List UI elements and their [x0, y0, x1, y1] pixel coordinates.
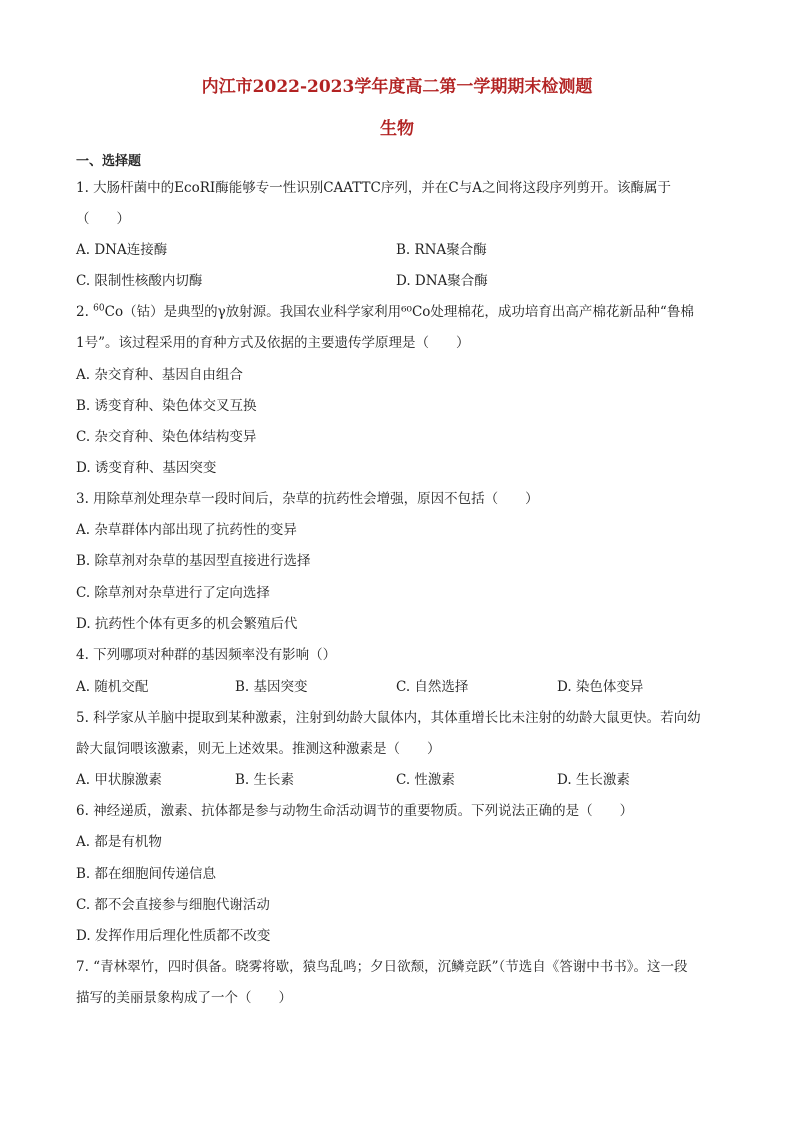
question-5-option-a: A. 甲状腺激素 [76, 772, 162, 788]
question-2-text-cont: 1号”。该过程采用的育种方式及依据的主要遗传学原理是（ ） [76, 335, 470, 351]
question-1-option-b: B. RNA聚合酶 [396, 242, 487, 258]
section-heading: 一、选择题 [76, 154, 142, 169]
question-6-option-a: A. 都是有机物 [76, 834, 162, 850]
subject-title: 生物 [380, 119, 414, 139]
question-5-text-cont: 龄大鼠饲喂该激素，则无上述效果。推测这种激素是（ ） [76, 741, 441, 757]
question-3-option-a: A. 杂草群体内部出现了抗药性的变异 [76, 522, 297, 538]
question-7-text-cont: 描写的美丽景象构成了一个（ ） [76, 990, 292, 1006]
question-4-option-b: B. 基因突变 [235, 679, 308, 695]
question-1-option-a: A. DNA连接酶 [76, 242, 168, 258]
question-1-text: 1. 大肠杆菌中的EcoRⅠ酶能够专一性识别CAATTC序列，并在C与A之间将这段序列剪开。该酶属于 [76, 180, 671, 196]
question-7-text: 7. “青林翠竹，四时俱备。晓雾将歇，猿鸟乱鸣；夕日欲颓，沉鳞竞跃”（节选自《答谢中书书》。这一段 [76, 959, 688, 975]
question-5-option-d: D. 生长激素 [557, 772, 630, 788]
question-2-line1: Co（钴）是典型的γ放射源。我国农业科学家利用⁶⁰Co处理棉花，成功培育出高产棉花新品种“鲁棉 [104, 304, 694, 320]
question-4-option-a: A. 随机交配 [76, 679, 149, 695]
question-1-blank: （ ） [76, 211, 130, 227]
question-3-option-d: D. 抗药性个体有更多的机会繁殖后代 [76, 616, 298, 632]
question-6-option-c: C. 都不会直接参与细胞代谢活动 [76, 897, 270, 913]
question-6-text: 6. 神经递质，激素、抗体都是参与动物生命活动调节的重要物质。下列说法正确的是（ ） [76, 803, 634, 819]
question-5-option-c: C. 性激素 [396, 772, 455, 788]
question-4-text: 4. 下列哪项对种群的基因频率没有影响（） [76, 647, 337, 663]
question-6-option-b: B. 都在细胞间传递信息 [76, 866, 217, 882]
question-5-option-b: B. 生长素 [235, 772, 295, 788]
question-2-option-d: D. 诱变育种、基因突变 [76, 460, 217, 476]
question-3-text: 3. 用除草剂处理杂草一段时间后，杂草的抗药性会增强，原因不包括（ ） [76, 491, 539, 507]
question-2-text [76, 300, 694, 320]
question-4-option-c: C. 自然选择 [396, 679, 469, 695]
question-2-number: 2. [76, 304, 94, 320]
question-3-option-c: C. 除草剂对杂草进行了定向选择 [76, 585, 270, 601]
question-1-option-d: D. DNA聚合酶 [396, 273, 488, 289]
question-3-option-b: B. 除草剂对杂草的基因型直接进行选择 [76, 553, 311, 569]
isotope-superscript: 60 [93, 303, 105, 314]
question-2-option-c: C. 杂交育种、染色体结构变异 [76, 429, 257, 445]
question-4-option-d: D. 染色体变异 [557, 679, 644, 695]
exam-title: 内江市2022-2023学年度高二第一学期期末检测题 [201, 77, 593, 97]
question-5-text: 5. 科学家从羊脑中提取到某种激素，注射到幼龄大鼠体内，其体重增长比未注射的幼龄大鼠更快。若向幼 [76, 710, 701, 726]
question-1-option-c: C. 限制性核酸内切酶 [76, 273, 203, 289]
question-2-option-a: A. 杂交育种、基因自由组合 [76, 367, 243, 383]
question-6-option-d: D. 发挥作用后理化性质都不改变 [76, 928, 271, 944]
question-2-option-b: B. 诱变育种、染色体交叉互换 [76, 398, 257, 414]
